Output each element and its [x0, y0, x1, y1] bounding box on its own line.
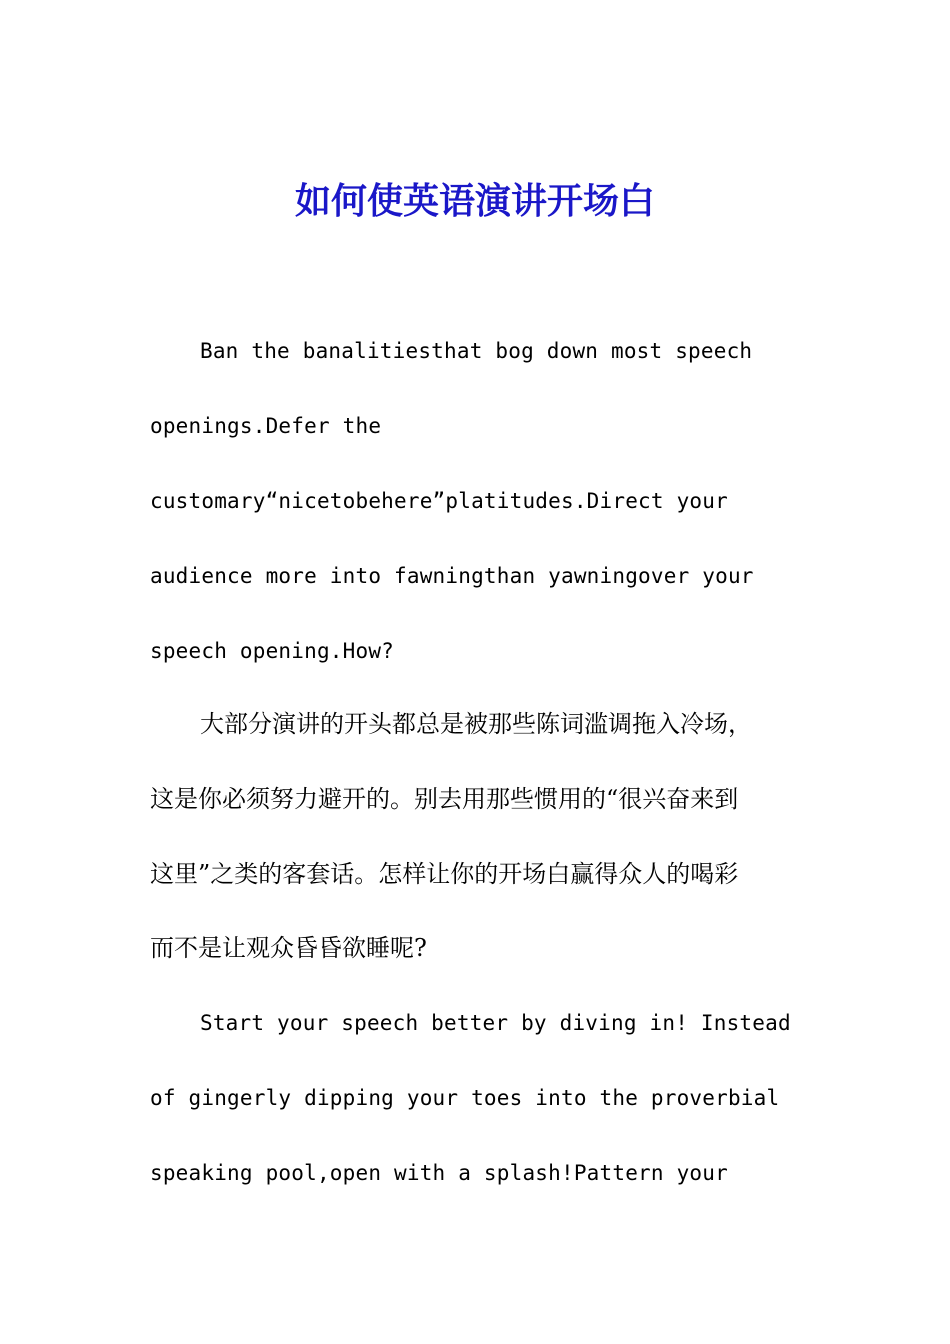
paragraph-1-line-2: openings.Defer the — [150, 414, 382, 438]
paragraph-1-line-4: audience more into fawningthan yawningover your — [150, 564, 754, 588]
paragraph-2-line-4: 而不是让观众昏昏欲睡呢? — [150, 934, 427, 962]
paragraph-3-line-2: of gingerly dipping your toes into the proverbial — [150, 1086, 780, 1110]
paragraph-2-line-2: 这是你必须努力避开的。别去用那些惯用的“很兴奋来到 — [150, 785, 739, 813]
paragraph-1-line-1: Ban the banalitiesthat bog down most speech — [200, 339, 753, 363]
paragraph-2-line-3: 这里”之类的客套话。怎样让你的开场白赢得众人的喝彩 — [150, 860, 739, 888]
paragraph-1-line-5: speech opening.How? — [150, 639, 395, 663]
paragraph-3-line-1: Start your speech better by diving in! Instead — [200, 1011, 791, 1035]
paragraph-2-line-1: 大部分演讲的开头都总是被那些陈词滥调拖入冷场， — [200, 710, 752, 738]
document-title: 如何使英语演讲开场白 — [294, 181, 655, 222]
paragraph-1-line-3: customary“nicetobehere”platitudes.Direct your — [150, 489, 728, 513]
paragraph-3-line-3: speaking pool,open with a splash!Pattern your — [150, 1161, 728, 1185]
